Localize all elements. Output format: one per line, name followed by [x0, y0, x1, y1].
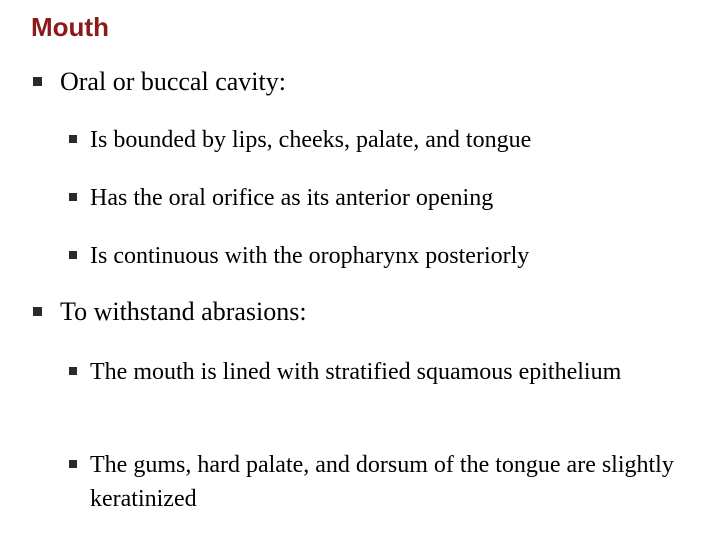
sub-bullet-text: Has the oral orifice as its anterior opening — [90, 185, 494, 211]
square-bullet-icon — [33, 307, 42, 316]
bullet-text: To withstand abrasions: — [60, 297, 307, 326]
slide-title: Mouth — [31, 12, 109, 42]
bullet-oral-cavity — [32, 67, 702, 97]
sub-bullet-text: The mouth is lined with stratified squamous epithelium — [90, 359, 622, 385]
sub-bullet-oropharynx — [66, 239, 686, 273]
square-bullet-icon — [69, 193, 77, 201]
sub-bullet-stratified — [66, 355, 626, 389]
bullet-abrasions — [32, 297, 702, 327]
square-bullet-icon — [69, 135, 77, 143]
square-bullet-icon — [33, 77, 42, 86]
sub-bullet-bounded — [66, 123, 686, 157]
sub-bullet-oral-orifice — [66, 181, 686, 215]
sub-bullet-text: Is bounded by lips, cheeks, palate, and tongue — [90, 127, 532, 153]
sub-bullet-keratinized — [66, 448, 686, 516]
sub-bullet-text: Is continuous with the oropharynx posteriorly — [90, 243, 530, 269]
square-bullet-icon — [69, 460, 77, 468]
square-bullet-icon — [69, 251, 77, 259]
bullet-text: Oral or buccal cavity: — [60, 67, 286, 96]
sub-bullet-text: The gums, hard palate, and dorsum of the tongue are slightly keratinized — [90, 452, 674, 512]
square-bullet-icon — [69, 367, 77, 375]
